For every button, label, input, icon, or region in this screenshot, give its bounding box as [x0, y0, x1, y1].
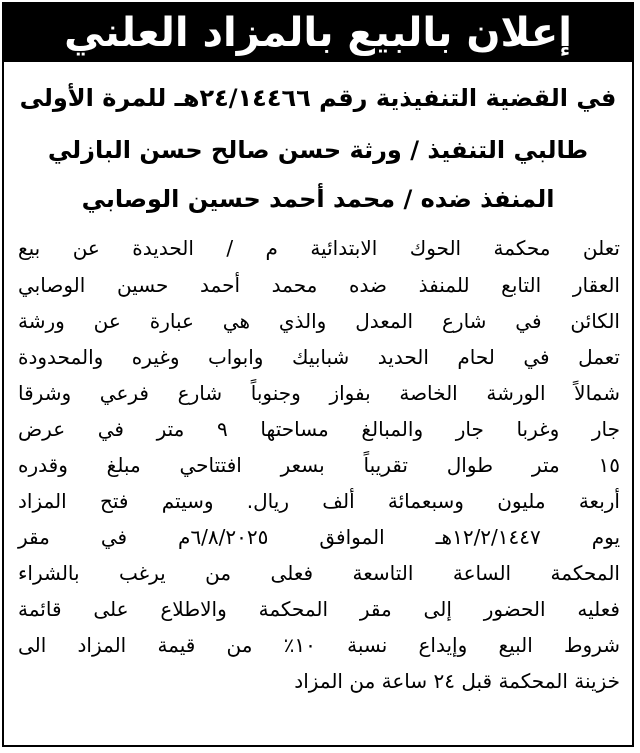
- claimants-heading: طالبي التنفيذ / ورثة حسن صالح حسن البازلي: [47, 136, 589, 164]
- body-text-line: أربعة مليون وسبعمائة ألف ريال. وسيتم فتح المزاد: [18, 489, 620, 513]
- body-text-line: جار وغربا جار والمبالغ مساحتها ٩ متر في عرض: [18, 417, 620, 441]
- announcement-frame: [2, 2, 634, 747]
- body-text-line: الكائن في شارع المعدل والذي هي عبارة عن ورشة: [18, 309, 620, 333]
- body-text-line: المحكمة الساعة التاسعة فعلى من يرغب بالشراء: [18, 561, 620, 585]
- body-text-line: شروط البيع وإيداع نسبة ١٠٪ من قيمة المزاد الى: [18, 633, 620, 657]
- body-text-line: ١٥ متر طوال تقريباً بسعر افتتاحي مبلغ وقدره: [18, 453, 620, 477]
- body-text-line: شمالاً الورشة الخاصة بفواز وجنوباً شارع فرعي وشرقا: [18, 381, 620, 405]
- body-text-line: فعليه الحضور إلى مقر المحكمة والاطلاع على قائمة: [18, 597, 620, 621]
- body-text-line: تعلن محكمة الحوك الابتدائية م / الحديدة عن بيع: [18, 236, 620, 260]
- body-text-line: يوم ١٢/٢/١٤٤٧هـ الموافق ٦/٨/٢٠٢٥م في مقر: [18, 525, 621, 549]
- banner-title: إعلان بالبيع بالمزاد العلني: [64, 10, 572, 56]
- announcement-banner: [4, 4, 632, 62]
- body-text-line: العقار التابع للمنفذ ضده محمد أحمد حسين الوصابي: [18, 273, 620, 297]
- body-text-line: تعمل في لحام الحديد شبابيك وابواب وغيره والمحدودة: [18, 345, 620, 369]
- case-number-heading: في القضية التنفيذية رقم ٢٤/١٤٤٦٦هـ للمرة الأولى: [19, 84, 617, 112]
- defendant-heading: المنفذ ضده / محمد أحمد حسين الوصابي: [81, 185, 555, 213]
- body-text-line-last: خزينة المحكمة قبل ٢٤ ساعة من المزاد: [294, 669, 620, 693]
